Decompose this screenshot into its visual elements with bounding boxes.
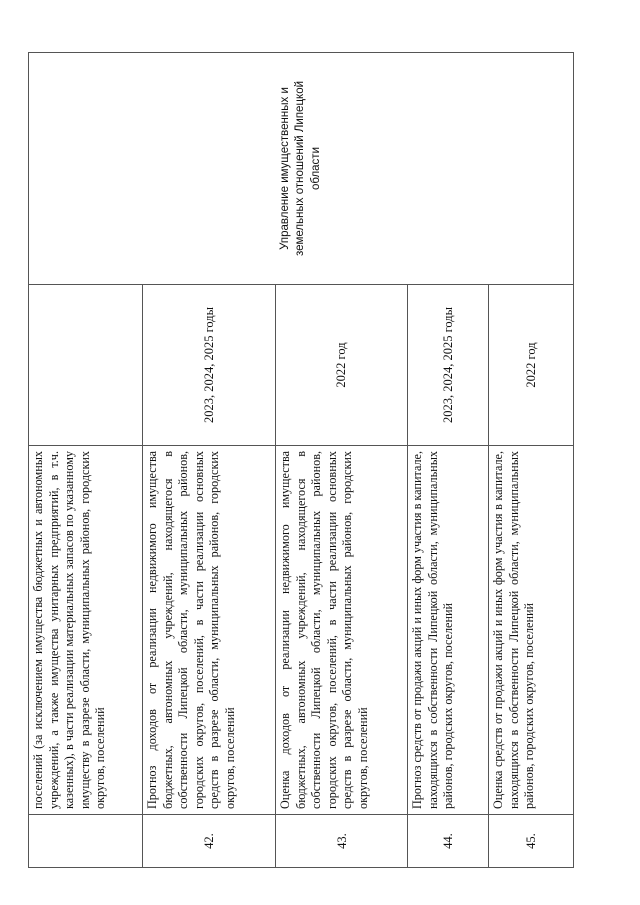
row-number-cell: 43. xyxy=(276,815,408,868)
row-period-cell: 2023, 2024, 2025 годы xyxy=(143,285,276,446)
row-description-cell: Оценка средств от продажи акций и иных форм участия в капитале, находящихся в собственности Липецкой области, муниципальных районов, городских округов, поселений xyxy=(489,446,574,815)
responsible-organization-cell: Управление имущественных и земельных отношений Липецкой области xyxy=(29,53,574,285)
row-description-cell: поселений (за исключением имущества бюджетных и автономных учреждений, а также имущества унитарных предприятий, в т.ч. казенных), в части реализации материальных запасов по указанному имуществу в разрезе области, муниципальных районов, городских округов, поселений xyxy=(29,446,143,815)
row-period-cell: 2023, 2024, 2025 годы xyxy=(408,285,489,446)
row-period-cell: 2022 год xyxy=(276,285,408,446)
row-description-cell: Прогноз доходов от реализации недвижимого имущества бюджетных, автономных учреждений, находящегося в собственности Липецкой области, муниципальных районов, городских округов, поселений, в части реализации основных средств в разрезе области, муниципальных районов, городских округов, поселений xyxy=(143,446,276,815)
row-period-cell xyxy=(29,285,143,446)
row-period-cell: 2022 год xyxy=(489,285,574,446)
row-number-cell: 44. xyxy=(408,815,489,868)
table-row-continuation xyxy=(29,53,143,868)
row-description-cell: Оценка доходов от реализации недвижимого имущества бюджетных, автономных учреждений, находящегося в собственности Липецкой области, муниципальных районов, городских округов, поселений, в части реализации основных средств в разрезе области, муниципальных районов, городских округов, поселений xyxy=(276,446,408,815)
row-description-cell: Прогноз средств от продажи акций и иных форм участия в капитале, находящихся в собственности Липецкой области, муниципальных районов, городских округов, поселений xyxy=(408,446,489,815)
data-table xyxy=(28,52,574,868)
row-number-cell xyxy=(29,815,143,868)
rotated-table-page xyxy=(28,52,573,868)
row-number-cell: 45. xyxy=(489,815,574,868)
row-number-cell: 42. xyxy=(143,815,276,868)
